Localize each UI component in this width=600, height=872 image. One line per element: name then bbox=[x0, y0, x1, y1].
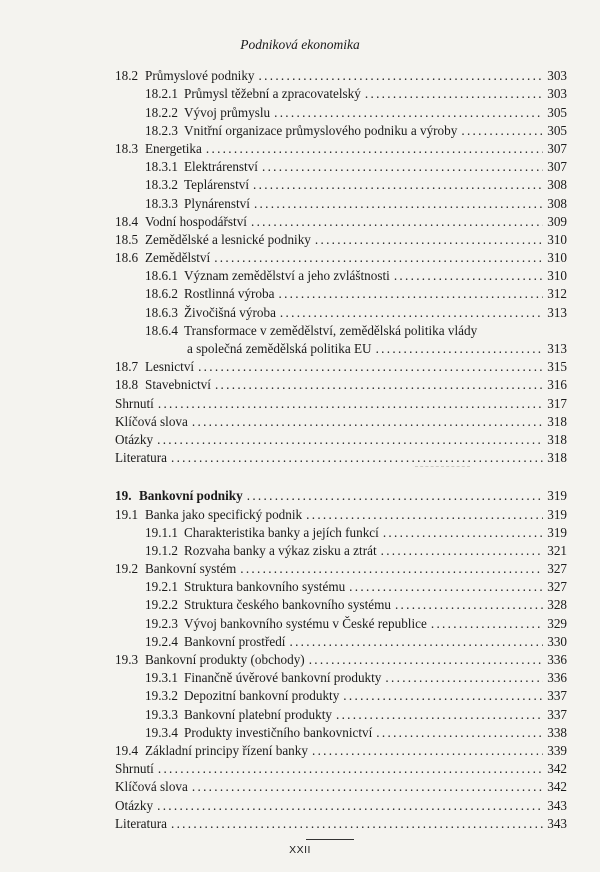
toc-entry-page: 342 bbox=[547, 761, 567, 777]
toc-entry bbox=[115, 741, 567, 759]
toc-entry-page: 327 bbox=[547, 579, 567, 595]
toc-entry-page: 343 bbox=[547, 797, 567, 813]
dot-leader bbox=[254, 196, 543, 212]
toc-entry-title: Význam zemědělství a jeho zvláštnosti bbox=[184, 268, 390, 284]
toc-entry-number: 18.6.1 bbox=[145, 268, 178, 284]
toc-entry-page: 303 bbox=[547, 68, 567, 84]
toc-entry-page: 319 bbox=[547, 488, 567, 504]
toc-entry-page: 319 bbox=[547, 524, 567, 540]
toc-entry-number: 19.3.1 bbox=[145, 670, 178, 686]
toc-entry-number: 19.3.4 bbox=[145, 724, 178, 740]
toc-entry-page: 339 bbox=[547, 742, 567, 758]
toc-entry-title: Plynárenství bbox=[184, 195, 250, 211]
toc-entry-page: 337 bbox=[547, 706, 567, 722]
dot-leader bbox=[289, 634, 543, 650]
toc-entry-title: Literatura bbox=[115, 450, 167, 466]
toc-entry-number: 19.2.4 bbox=[145, 633, 178, 649]
toc-entry-title: Struktura českého bankovního systému bbox=[184, 597, 391, 613]
toc-entry-page: 318 bbox=[547, 450, 567, 466]
toc-entry-title: Vývoj průmyslu bbox=[184, 104, 271, 120]
toc-entry-number: 19.2.1 bbox=[145, 579, 178, 595]
toc-entry bbox=[115, 212, 567, 230]
toc-entry-page: 313 bbox=[547, 304, 567, 320]
toc-entry-page: 316 bbox=[547, 377, 567, 393]
toc-entry-number: 18.3.2 bbox=[145, 177, 178, 193]
toc-entry bbox=[115, 193, 567, 211]
toc-entry-page: 328 bbox=[547, 597, 567, 613]
toc-entry-title: Rostlinná výroba bbox=[184, 286, 275, 302]
toc-entry-page: 310 bbox=[547, 250, 567, 266]
dot-leader bbox=[395, 597, 543, 613]
toc-entry-title: Stavebnictví bbox=[145, 377, 211, 393]
toc-entry-page: 310 bbox=[547, 231, 567, 247]
dot-leader bbox=[240, 561, 543, 577]
toc-entry bbox=[115, 66, 567, 84]
toc-entry-title: Lesnictví bbox=[145, 359, 195, 375]
dot-leader bbox=[215, 377, 543, 393]
toc-entry-title: Zemědělství bbox=[145, 250, 211, 266]
toc-entry bbox=[115, 448, 567, 466]
toc-section-19 bbox=[115, 486, 567, 832]
toc-entry-title: Teplárenství bbox=[184, 177, 249, 193]
dot-leader bbox=[349, 579, 543, 595]
toc-entry bbox=[115, 541, 567, 559]
toc-entry bbox=[115, 230, 567, 248]
toc-entry-page: 303 bbox=[547, 86, 567, 102]
dot-leader bbox=[376, 725, 543, 741]
toc-entry bbox=[115, 632, 567, 650]
toc-entry bbox=[115, 375, 567, 393]
dot-leader bbox=[157, 798, 543, 814]
dot-leader bbox=[157, 432, 543, 448]
dot-leader bbox=[198, 359, 543, 375]
toc-entry-number: 19.1.1 bbox=[145, 524, 178, 540]
toc-entry-title: Otázky bbox=[115, 431, 154, 447]
toc-entry-page: 327 bbox=[547, 561, 567, 577]
toc-entry-page: 313 bbox=[547, 341, 567, 356]
dot-leader bbox=[343, 688, 543, 704]
dot-leader bbox=[247, 488, 543, 504]
dot-leader bbox=[280, 305, 543, 321]
toc-entry-title: Literatura bbox=[115, 815, 167, 831]
toc-entry-number: 19.2.2 bbox=[145, 597, 178, 613]
dot-leader bbox=[206, 141, 543, 157]
toc-entry bbox=[115, 613, 567, 631]
toc-entry bbox=[115, 393, 567, 411]
faint-mark bbox=[415, 466, 470, 467]
toc-entry bbox=[115, 121, 567, 139]
toc-entry-title: Základní principy řízení banky bbox=[145, 742, 308, 758]
toc-entry bbox=[115, 668, 567, 686]
toc-entry-page: 315 bbox=[547, 359, 567, 375]
toc-entry bbox=[115, 723, 567, 741]
dot-leader bbox=[381, 543, 544, 559]
toc-entry-page: 336 bbox=[547, 652, 567, 667]
toc-entry-title: Otázky bbox=[115, 797, 154, 813]
toc-entry-title: Elektrárenství bbox=[184, 159, 258, 175]
toc-entry-page: 337 bbox=[547, 688, 567, 704]
toc-entry-title: Bankovní prostředí bbox=[184, 633, 286, 649]
toc-entry-page: 307 bbox=[547, 159, 567, 175]
toc-entry-number: 19. bbox=[115, 488, 132, 504]
toc-entry-number: 19.4 bbox=[115, 742, 139, 758]
toc-entry-page: 318 bbox=[547, 431, 567, 447]
toc-entry-page: 308 bbox=[547, 195, 567, 211]
toc-entry bbox=[115, 357, 567, 375]
dot-leader bbox=[158, 396, 543, 412]
toc-entry-number: 19.3.2 bbox=[145, 688, 178, 704]
toc-entry bbox=[115, 704, 567, 722]
toc-entry-title: Průmysl těžební a zpracovatelský bbox=[184, 86, 361, 102]
running-header: Podniková ekonomika bbox=[240, 37, 360, 52]
footer-rule bbox=[306, 839, 354, 840]
toc-entry bbox=[115, 595, 567, 613]
dot-leader bbox=[312, 743, 543, 759]
toc-entry-title: Shrnutí bbox=[115, 395, 154, 411]
dot-leader bbox=[171, 816, 543, 832]
dot-leader bbox=[192, 414, 543, 430]
toc-entry bbox=[115, 302, 567, 320]
dot-leader bbox=[376, 341, 544, 357]
dot-leader bbox=[306, 507, 543, 523]
toc-entry-number: 19.3.3 bbox=[145, 706, 178, 722]
dot-leader bbox=[262, 159, 543, 175]
toc-entry bbox=[115, 577, 567, 595]
toc-entry bbox=[115, 486, 567, 504]
toc-entry bbox=[115, 284, 567, 302]
toc-entry-title: Bankovní produkty (obchody) bbox=[145, 652, 305, 667]
toc-entry-page: 329 bbox=[547, 615, 567, 631]
toc-entry-page: 309 bbox=[547, 213, 567, 229]
toc-entry-title: Struktura bankovního systému bbox=[184, 579, 346, 595]
toc-entry-number: 19.2 bbox=[115, 561, 139, 577]
toc-entry-page: 305 bbox=[547, 104, 567, 120]
toc-entry bbox=[115, 248, 567, 266]
dot-leader bbox=[383, 525, 543, 541]
toc-entry bbox=[115, 321, 567, 339]
toc-entry bbox=[115, 814, 567, 832]
toc-entry-title: Depozitní bankovní produkty bbox=[184, 688, 340, 704]
toc-entry bbox=[115, 504, 567, 522]
toc-entry-title: Shrnutí bbox=[115, 761, 154, 777]
toc-entry-title: Bankovní platební produkty bbox=[184, 706, 332, 722]
toc-entry-title: Zemědělské a lesnické podniky bbox=[145, 231, 311, 247]
dot-leader bbox=[158, 761, 543, 777]
toc-entry-title: Průmyslové podniky bbox=[145, 68, 255, 84]
toc-entry-page: 343 bbox=[547, 815, 567, 831]
toc-entry-title: Energetika bbox=[145, 140, 202, 156]
toc-entry-number: 19.3 bbox=[115, 652, 139, 667]
toc-entry bbox=[115, 84, 567, 102]
toc-entry bbox=[115, 339, 567, 357]
toc-entry bbox=[115, 795, 567, 813]
dot-leader bbox=[171, 450, 543, 466]
toc-entry-title: Produkty investičního bankovnictví bbox=[184, 724, 373, 740]
toc-entry bbox=[115, 102, 567, 120]
toc-entry-number: 18.4 bbox=[115, 213, 139, 229]
toc-entry bbox=[115, 175, 567, 193]
dot-leader bbox=[309, 652, 544, 668]
toc-entry bbox=[115, 759, 567, 777]
page-number: XXII bbox=[289, 844, 311, 856]
toc-entry-number: 18.6.2 bbox=[145, 286, 178, 302]
dot-leader bbox=[251, 214, 543, 230]
toc-entry-number: 18.7 bbox=[115, 359, 139, 375]
toc-entry-page: 312 bbox=[547, 286, 567, 302]
toc-entry-page: 330 bbox=[547, 633, 567, 649]
table-of-contents bbox=[115, 66, 567, 832]
dot-leader bbox=[336, 707, 543, 723]
toc-entry-page: 321 bbox=[547, 542, 567, 558]
toc-entry bbox=[115, 266, 567, 284]
toc-entry-number: 18.3.3 bbox=[145, 195, 178, 211]
toc-entry-page: 305 bbox=[547, 122, 567, 138]
toc-entry bbox=[115, 686, 567, 704]
toc-entry-page: 310 bbox=[547, 268, 567, 284]
toc-entry-title: Klíčová slova bbox=[115, 413, 188, 429]
toc-entry-title: Charakteristika banky a jejích funkcí bbox=[184, 524, 379, 540]
toc-entry-page: 342 bbox=[547, 779, 567, 795]
dot-leader bbox=[278, 286, 543, 302]
toc-entry-title: Bankovní systém bbox=[145, 561, 237, 577]
toc-entry-title: Rozvaha banky a výkaz zisku a ztrát bbox=[184, 542, 377, 558]
toc-entry-number: 19.2.3 bbox=[145, 615, 178, 631]
toc-entry-page: 317 bbox=[547, 395, 567, 411]
dot-leader bbox=[259, 68, 544, 84]
dot-leader bbox=[315, 232, 543, 248]
dot-leader bbox=[253, 177, 543, 193]
toc-entry-number: 18.6.3 bbox=[145, 304, 178, 320]
dot-leader bbox=[365, 86, 543, 102]
toc-entry bbox=[115, 559, 567, 577]
toc-entry-title: Finančně úvěrové bankovní produkty bbox=[184, 670, 382, 686]
section-gap bbox=[115, 466, 567, 486]
toc-entry-title: Banka jako specifický podnik bbox=[145, 506, 303, 522]
toc-entry-number: 18.2.1 bbox=[145, 86, 178, 102]
toc-entry-title: Klíčová slova bbox=[115, 779, 188, 795]
toc-entry bbox=[115, 523, 567, 541]
toc-entry-title: Transformace v zemědělství, zemědělská politika vlády bbox=[184, 322, 478, 338]
toc-entry-title: Vodní hospodářství bbox=[145, 213, 247, 229]
toc-entry-page: 308 bbox=[547, 177, 567, 193]
toc-entry-title: Vývoj bankovního systému v České republice bbox=[184, 615, 427, 631]
toc-entry bbox=[115, 139, 567, 157]
dot-leader bbox=[385, 670, 543, 686]
toc-entry-title: Bankovní podniky bbox=[139, 488, 243, 504]
toc-entry-title: a společná zemědělská politika EU bbox=[187, 341, 372, 356]
toc-entry-title: Vnitřní organizace průmyslového podniku a výroby bbox=[184, 122, 458, 138]
toc-entry bbox=[115, 650, 567, 668]
toc-entry-number: 18.3 bbox=[115, 140, 139, 156]
toc-entry-number: 18.8 bbox=[115, 377, 139, 393]
dot-leader bbox=[192, 779, 543, 795]
toc-entry-number: 18.2 bbox=[115, 68, 139, 84]
toc-entry-number: 18.2.3 bbox=[145, 122, 178, 138]
dot-leader bbox=[394, 268, 543, 284]
toc-entry bbox=[115, 430, 567, 448]
toc-entry-number: 19.1 bbox=[115, 506, 139, 522]
toc-entry-number: 18.6 bbox=[115, 250, 139, 266]
dot-leader bbox=[274, 105, 543, 121]
toc-entry-page: 318 bbox=[547, 413, 567, 429]
toc-entry-page: 319 bbox=[547, 506, 567, 522]
toc-entry bbox=[115, 777, 567, 795]
toc-entry bbox=[115, 412, 567, 430]
toc-section-18 bbox=[115, 66, 567, 466]
toc-entry-number: 19.1.2 bbox=[145, 542, 178, 558]
toc-entry-number: 18.5 bbox=[115, 231, 139, 247]
toc-entry-page: 307 bbox=[547, 140, 567, 156]
toc-entry-title: Živočišná výroba bbox=[184, 304, 276, 320]
dot-leader bbox=[461, 123, 543, 139]
toc-entry bbox=[115, 157, 567, 175]
dot-leader bbox=[431, 616, 543, 632]
toc-entry-page: 336 bbox=[547, 670, 567, 686]
toc-entry-page: 338 bbox=[547, 724, 567, 740]
toc-entry-number: 18.3.1 bbox=[145, 159, 178, 175]
toc-entry-number: 18.6.4 bbox=[145, 322, 178, 338]
dot-leader bbox=[214, 250, 543, 266]
toc-entry-number: 18.2.2 bbox=[145, 104, 178, 120]
